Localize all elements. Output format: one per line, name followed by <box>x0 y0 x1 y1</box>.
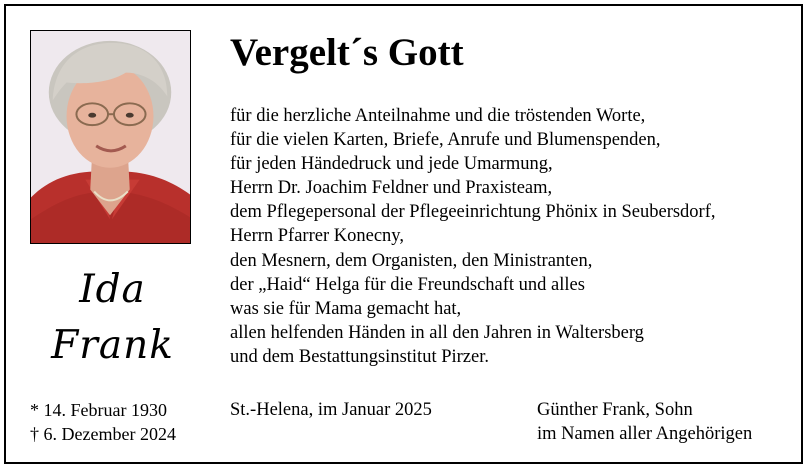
page-title: Vergelt´s Gott <box>230 31 464 74</box>
thanks-line: den Mesnern, dem Organisten, den Ministranten, <box>230 250 593 271</box>
death-date: † 6. Dezember 2024 <box>30 424 176 444</box>
thanks-line: für die herzliche Anteilnahme und die tröstenden Worte, <box>230 106 646 126</box>
thanks-line: für die vielen Karten, Briefe, Anrufe und Blumenspenden, <box>230 130 661 151</box>
thanks-line: Herrn Pfarrer Konecny, <box>230 226 404 247</box>
signature-block <box>537 398 752 446</box>
birth-date: * 14. Februar 1930 <box>30 400 167 420</box>
signature-relatives: im Namen aller Angehörigen <box>537 424 753 444</box>
deceased-first-name: Ida <box>79 267 146 312</box>
thanks-line: Herrn Dr. Joachim Feldner und Praxisteam, <box>230 178 553 199</box>
signature-name: Günther Frank, Sohn <box>537 400 693 420</box>
thanks-line: dem Pflegepersonal der Pflegeeinrichtung Phönix in Seubersdorf, <box>230 202 716 223</box>
thanks-line: und dem Bestattungsinstitut Pirzer. <box>230 346 489 367</box>
life-dates <box>30 398 176 446</box>
thanks-text <box>230 104 716 369</box>
thanks-line: der „Haid“ Helga für die Freundschaft und alles <box>230 274 585 295</box>
thanks-line: für jeden Händedruck und jede Umarmung, <box>230 154 553 175</box>
portrait-photo <box>30 30 191 244</box>
deceased-last-name: Frank <box>51 323 174 368</box>
thanks-line: allen helfenden Händen in all den Jahren in Waltersberg <box>230 322 644 343</box>
place-and-date: St.-Helena, im Januar 2025 <box>230 400 432 420</box>
thanks-line: was sie für Mama gemacht hat, <box>230 298 462 319</box>
portrait-image <box>31 31 190 243</box>
